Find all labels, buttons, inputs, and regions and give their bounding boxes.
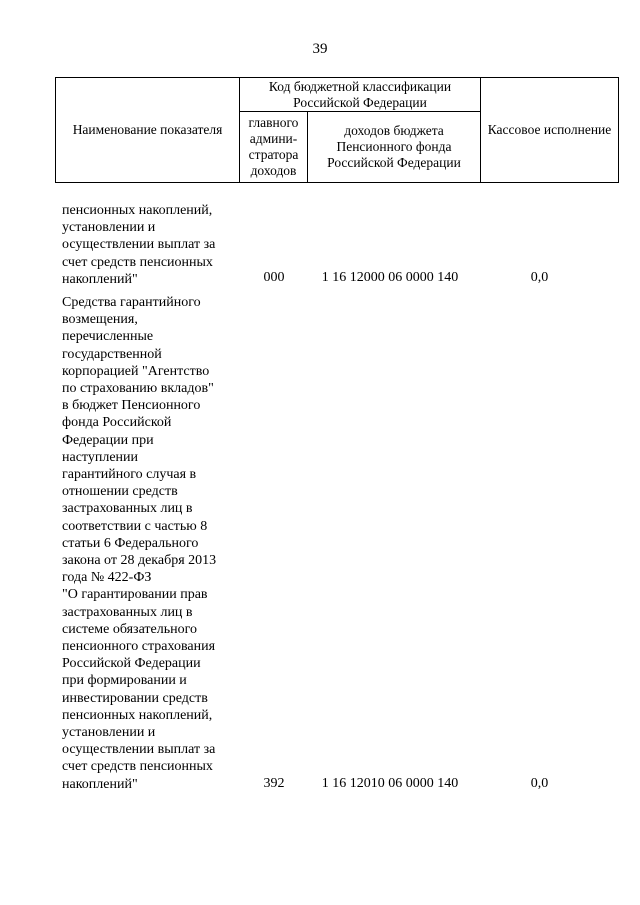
header-code-group: Код бюджетной классификации Российской Федерации (240, 78, 481, 112)
row-admin-code: 000 (263, 270, 285, 285)
header-admin-column: главного админи-стратора доходов (240, 112, 308, 183)
row-admin-code: 392 (263, 776, 285, 791)
row-value: 0,0 (530, 270, 549, 285)
header-budget-column: доходов бюджета Пенсионного фонда Российской Федерации (308, 112, 481, 183)
row-name: пенсионных накоплений, установлении и осуществлении выплат за счет средств пенсионных накоплений" (62, 203, 216, 287)
header-cash-column: Кассовое исполнение (481, 78, 619, 183)
table-header (55, 77, 619, 183)
row-name: Средства гарантийного возмещения, перечисленные государственной корпорацией "Агентство по страхованию вкладов" в бюджет Пенсионного фонда Российской Федерации при наступлении гарантийного случая в отношении средств застрахованных лиц в соответствии с частью 8 статьи 6 Федерального закона от 28 декабря 2013 года № 422-ФЗ "О гарантировании прав застрахованных лиц в системе обязательного пенсионного страхования Российской Федерации при формировании и инвестировании средств пенсионных накоплений, установлении и осуществлении выплат за счет средств пенсионных накоплений" (62, 295, 217, 792)
header-name-column: Наименование показателя (56, 78, 240, 183)
row-kbk: 1 16 12000 06 0000 140 (321, 270, 459, 285)
page-number: 39 (312, 41, 328, 57)
row-kbk: 1 16 12010 06 0000 140 (321, 776, 459, 791)
row-value: 0,0 (530, 776, 549, 791)
